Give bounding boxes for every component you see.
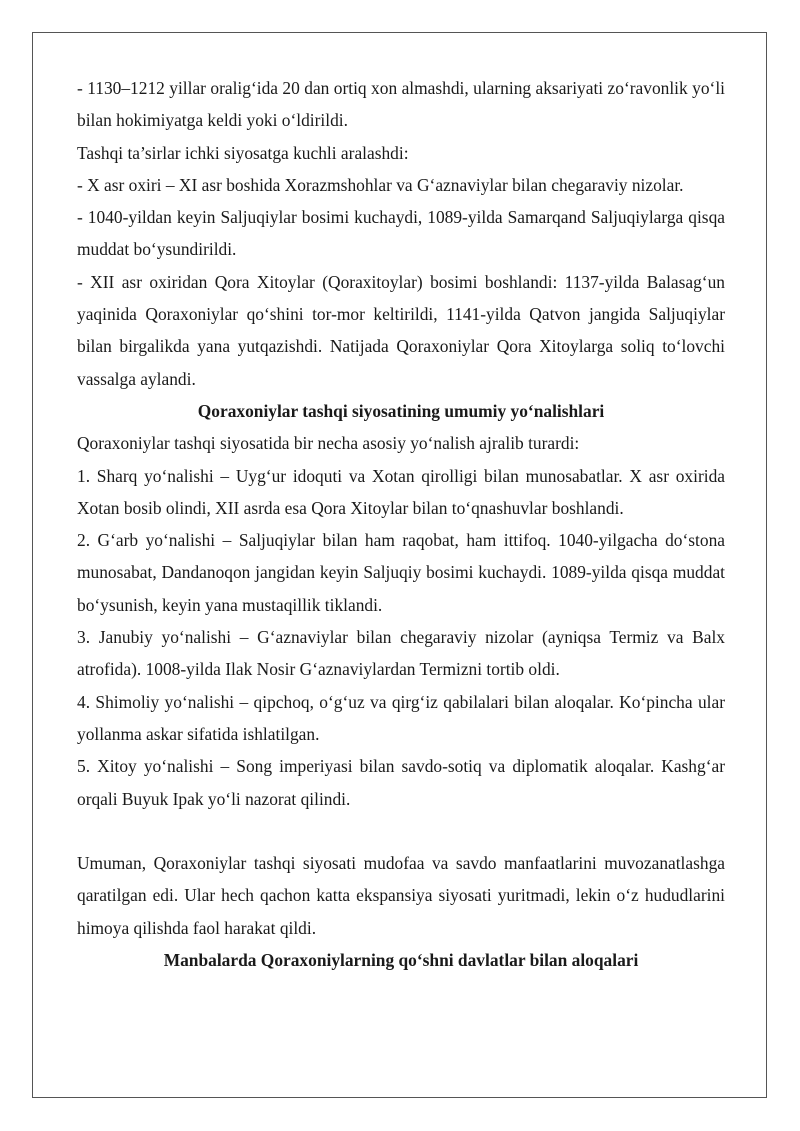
- paragraph-border-conflicts: - X asr oxiri – XI asr boshida Xorazmshohlar va G‘aznaviylar bilan chegaraviy nizolar.: [77, 174, 684, 195]
- list-item-south-direction: 3. Janubiy yo‘nalishi – G‘aznaviylar bilan chegaraviy nizolar (ayniqsa Termiz va Balx atrofida). 1008-yilda Ilak Nosir G‘aznaviylardan Termizni tortib oldi.: [77, 627, 725, 680]
- list-item-north-direction: 4. Shimoliy yo‘nalishi – qipchoq, o‘g‘uz va qirg‘iz qabilalari bilan aloqalar. Ko‘pincha ular yollanma askar sifatida ishlatilgan.: [77, 691, 725, 744]
- list-item-west-direction: 2. G‘arb yo‘nalishi – Saljuqiylar bilan ham raqobat, ham ittifoq. 1040-yilgacha do‘stona munosabat, Dandanoqon jangidan keyin Saljuqiy bosimi kuchaydi. 1089-yilda qisqa muddat bo‘ysunish, keyin yana mustaqillik tiklandi.: [77, 530, 725, 615]
- paragraph-saljuq-pressure: - 1040-yildan keyin Saljuqiylar bosimi kuchaydi, 1089-yilda Samarqand Saljuqiylarga qisqa muddat bo‘ysundirildi.: [77, 207, 725, 260]
- list-item-china-direction: 5. Xitoy yo‘nalishi – Song imperiyasi bilan savdo-sotiq va diplomatik aloqalar. Kashg‘ar orqali Buyuk Ipak yo‘li nazorat qilindi.: [77, 756, 725, 809]
- document-body: [77, 72, 725, 976]
- paragraph-directions-intro: Qoraxoniylar tashqi siyosatida bir necha asosiy yo‘nalish ajralib turardi:: [77, 433, 580, 454]
- paragraph-external-influences: Tashqi ta’sirlar ichki siyosatga kuchli aralashdi:: [77, 142, 409, 163]
- list-item-east-direction: 1. Sharq yo‘nalishi – Uyg‘ur idoquti va Xotan qirolligi bilan munosabatlar. X asr oxirida Xotan bosib olindi, XII asrda esa Qora Xitoylar bilan to‘qnashuvlar boshlandi.: [77, 465, 725, 518]
- blank-line: [77, 815, 725, 847]
- paragraph-conclusion: Umuman, Qoraxoniylar tashqi siyosati mudofaa va savdo manfaatlarini muvozanatlashga qaratilgan edi. Ular hech qachon katta ekspansiya siyosati yuritmadi, lekin o‘z hududlarini himoya qilishda faol harakat qildi.: [77, 853, 725, 938]
- paragraph-qara-khitai-pressure: - XII asr oxiridan Qora Xitoylar (Qoraxitoylar) bosimi boshlandi: 1137-yilda Balasag‘un yaqinida Qoraxoniylar qo‘shini tor-mor keltirildi, 1141-yilda Qatvon jangida Saljuqiylar bilan birgalikda yana yutqazishdi. Natijada Qoraxoniylar Qora Xitoylarga soliq to‘lovchi vassalga aylandi.: [77, 271, 725, 389]
- paragraph-khan-changes: - 1130–1212 yillar oralig‘ida 20 dan ortiq xon almashdi, ularning aksariyati zo‘ravonlik yo‘li bilan hokimiyatga keldi yoki o‘ldirildi.: [77, 78, 725, 131]
- section-heading-foreign-policy: Qoraxoniylar tashqi siyosatining umumiy yo‘nalishlari: [197, 400, 605, 421]
- section-heading-sources: Manbalarda Qoraxoniylarning qo‘shni davlatlar bilan aloqalari: [163, 950, 639, 971]
